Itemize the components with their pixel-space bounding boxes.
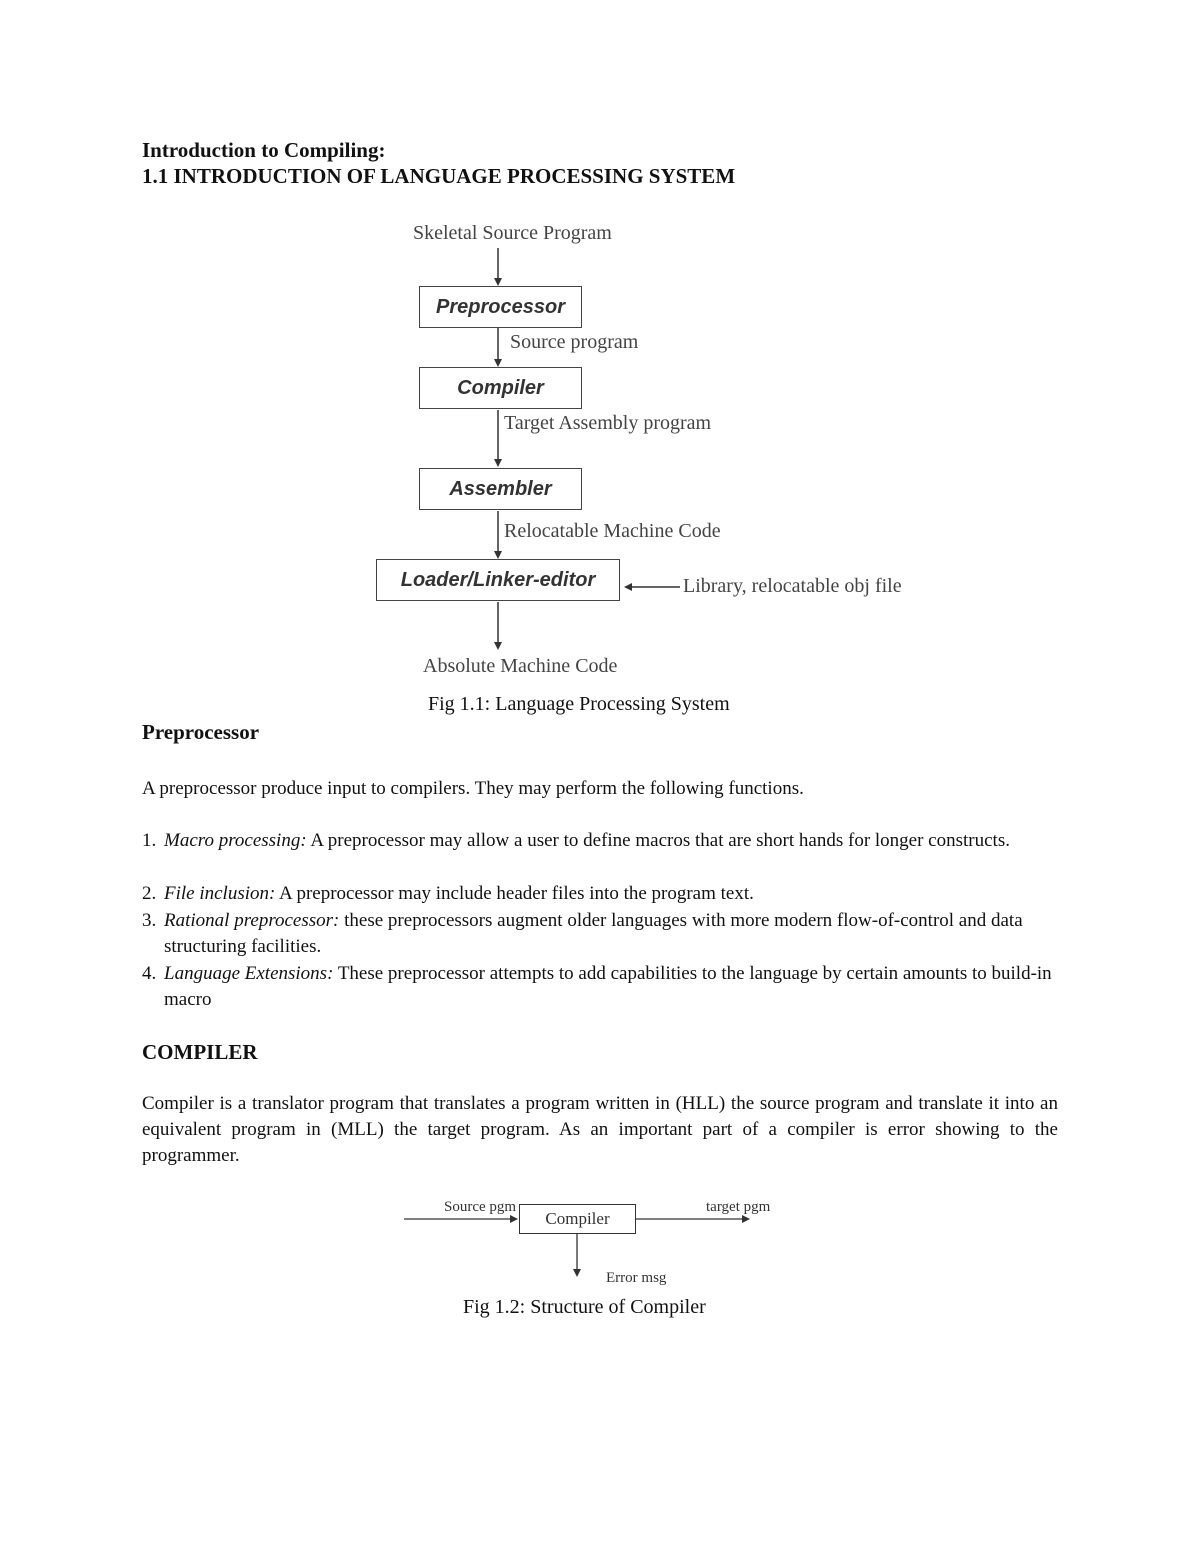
compiler-paragraph: Compiler is a translator program that translates a program written in (HLL) the source program and translate it into an equivalent program in (MLL) the target program. As an important part of a compiler is error showing to the programmer. — [142, 1093, 1058, 1166]
compiler-small-box — [519, 1204, 636, 1234]
preprocessor-box-label: Preprocessor — [436, 295, 565, 318]
skeletal-source-label: Skeletal Source Program — [413, 222, 612, 244]
list-item-text: A preprocessor may allow a user to define macros that are short hands for longer constructs. — [306, 830, 1010, 851]
source-program-label: Source program — [510, 331, 639, 353]
page-title: Introduction to Compiling: — [142, 138, 386, 162]
list-item-term: Rational preprocessor: — [164, 910, 340, 931]
fig2-caption: Fig 1.2: Structure of Compiler — [463, 1296, 706, 1318]
target-pgm-label: target pgm — [706, 1199, 771, 1215]
list-item-term: Language Extensions: — [164, 963, 334, 984]
relocatable-code-label: Relocatable Machine Code — [504, 520, 721, 542]
compiler-small-box-label: Compiler — [545, 1209, 610, 1228]
loader-linker-box-label: Loader/Linker-editor — [400, 568, 596, 591]
list-item-number: 2. — [142, 883, 157, 904]
compiler-box-label: Compiler — [457, 376, 544, 399]
preprocessor-intro: A preprocessor produce input to compilers. They may perform the following functions. — [142, 778, 804, 799]
list-item-number: 3. — [142, 910, 157, 931]
library-label: Library, relocatable obj file — [683, 575, 902, 597]
list-item-number: 4. — [142, 963, 157, 984]
assembler-box-label: Assembler — [449, 477, 552, 500]
absolute-code-label: Absolute Machine Code — [423, 655, 618, 677]
list-item-term: Macro processing: — [164, 830, 307, 851]
preprocessor-heading: Preprocessor — [142, 720, 260, 744]
source-pgm-label: Source pgm — [444, 1199, 517, 1215]
compiler-heading: COMPILER — [142, 1040, 258, 1064]
fig1-caption: Fig 1.1: Language Processing System — [428, 693, 730, 715]
list-item-text: A preprocessor may include header files into the program text. — [275, 883, 754, 904]
list-item-text: These preprocessor attempts to add capabilities to the language by certain amounts to build-in macro — [164, 963, 1052, 1010]
error-msg-label: Error msg — [606, 1270, 667, 1286]
list-item-number: 1. — [142, 830, 157, 851]
section-title: 1.1 INTRODUCTION OF LANGUAGE PROCESSING SYSTEM — [142, 164, 736, 188]
list-item-text: these preprocessors augment older languages with more modern flow-of-control and data structuring facilities. — [164, 910, 1023, 957]
target-assembly-label: Target Assembly program — [504, 412, 712, 434]
list-item-term: File inclusion: — [164, 883, 276, 904]
